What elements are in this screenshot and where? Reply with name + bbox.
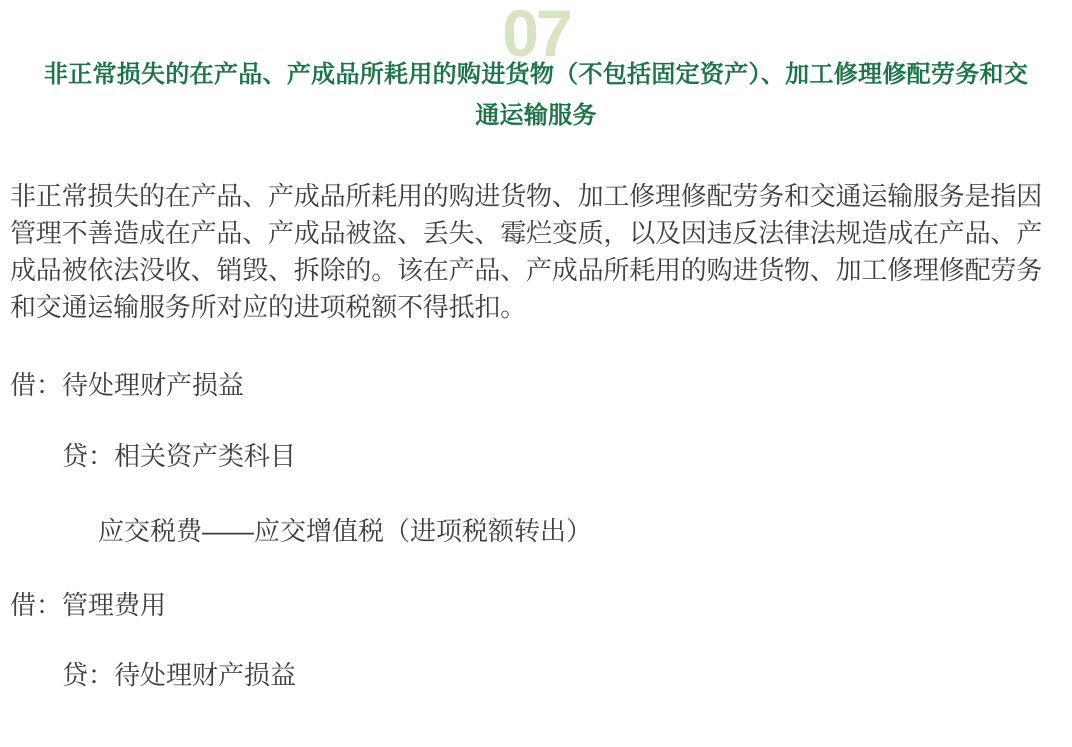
page-title-line-1: 非正常损失的在产品、产成品所耗用的购进货物（不包括固定资产）、加工修理修配劳务和交 — [43, 61, 1029, 88]
journal-entry-credit-related-asset-accounts: 贷：相关资产类科目 — [62, 441, 297, 471]
body-paragraph-line: 成品被依法没收、销毁、拆除的。该在产品、产成品所耗用的购进货物、加工修理修配劳务 — [10, 255, 1043, 285]
journal-entry-credit-pending-property-loss: 贷：待处理财产损益 — [62, 660, 297, 690]
section-number: 07 — [502, 0, 570, 70]
journal-entry-credit-vat-input-tax-transfer-out: 应交税费——应交增值税（进项税额转出） — [98, 516, 593, 546]
journal-entry-debit-pending-property-loss: 借：待处理财产损益 — [10, 370, 245, 400]
page-title-line-2: 通运输服务 — [475, 102, 597, 129]
body-paragraph-line: 非正常损失的在产品、产成品所耗用的购进货物、加工修理修配劳务和交通运输服务是指因 — [10, 181, 1043, 211]
body-paragraph-line: 管理不善造成在产品、产成品被盗、丢失、霉烂变质，以及因违反法律法规造成在产品、产 — [10, 218, 1043, 248]
body-paragraph — [10, 178, 1052, 326]
page-title — [0, 54, 1072, 136]
body-paragraph-line: 和交通运输服务所对应的进项税额不得抵扣。 — [10, 292, 527, 322]
journal-entry-debit-admin-expense: 借：管理费用 — [10, 590, 167, 620]
